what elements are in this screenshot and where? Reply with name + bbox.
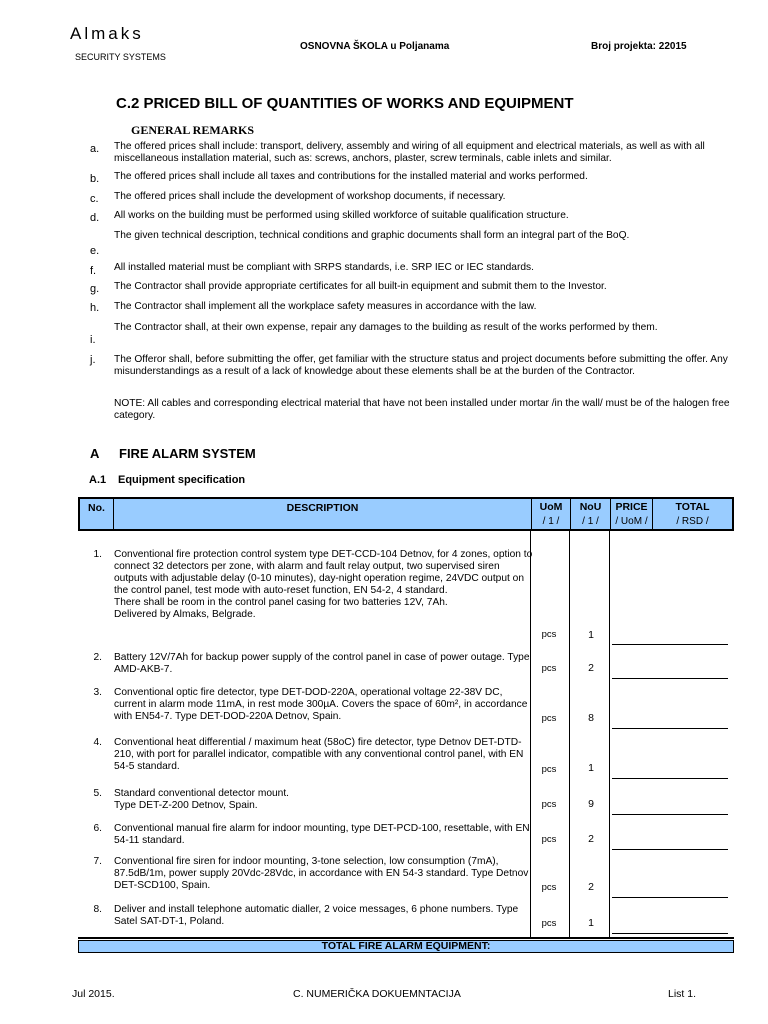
remark-letter: c. [90, 193, 99, 205]
remark-letter: f. [90, 265, 97, 277]
row-description: Standard conventional detector mount. Type DET-Z-200 Detnov, Spain. [114, 788, 289, 811]
row-description: Deliver and install telephone automatic dialler, 2 voice messages, 6 phone numbers. Type Satel SAT-DT-1, Poland. [114, 904, 519, 927]
header-nou-label: NoU [579, 501, 602, 513]
footer-section: C. NUMERIČKA DOKUEMNTACIJA [293, 988, 461, 1000]
footer-page: List 1. [668, 988, 697, 1000]
row-total-field[interactable] [612, 849, 728, 850]
remark-text: The Contractor shall provide appropriate certificates for all built-in equipment and submit them to the Investor. [114, 281, 607, 292]
row-description: Conventional optic fire detector, type DET-DOD-220A, operational voltage 22-38V DC, current in alarm mode 11mA, in rest mode 300µA. Covers the space of 60m², in accordance with EN54-7. Type DET-DOD-220A Detnov, Spain. [114, 687, 528, 722]
row-nou: 1 [588, 762, 594, 774]
row-nou: 8 [588, 712, 594, 724]
table-header [78, 497, 734, 531]
header-price-unit: / UoM / [615, 516, 648, 527]
total-divider [78, 937, 734, 939]
row-nou: 2 [588, 662, 594, 674]
header-price-label: PRICE [615, 501, 648, 513]
remark-text: The offered prices shall include all taxes and contributions for the installed material and works performed. [114, 171, 588, 182]
footer-date: Jul 2015. [72, 988, 115, 1000]
row-number: 4. [93, 737, 102, 748]
row-uom: pcs [541, 834, 557, 845]
header-description: DESCRIPTION [114, 499, 532, 529]
row-description: Conventional fire siren for indoor mounting, 3-tone selection, low consumption (7mA), 87.5dB/1m, power supply 20Vdc-28Vdc, in accordance with EN 54-3 standard. Type Detnov DET-SCD100, Spain. [114, 856, 529, 891]
subsection-label: A.1 [89, 474, 107, 486]
row-nou: 1 [588, 629, 594, 641]
column-divider [569, 531, 570, 937]
row-number: 1. [93, 549, 102, 560]
row-nou: 9 [588, 798, 594, 810]
row-number: 8. [93, 904, 102, 915]
remark-text: All works on the building must be performed using skilled workforce of suitable qualification structure. [114, 210, 569, 221]
header-no: No. [80, 499, 114, 529]
remark-text: The Contractor shall implement all the workplace safety measures in accordance with the law. [114, 301, 537, 312]
remark-text: The Contractor shall, at their own expense, repair any damages to the building as result of the works performed by them. [114, 322, 658, 333]
note-text: NOTE: All cables and corresponding electrical material that have not been installed under mortar /in the wall/ must be of the halogen free category. [114, 398, 730, 421]
row-uom: pcs [541, 713, 557, 724]
row-total-field[interactable] [612, 678, 728, 679]
row-total-field[interactable] [612, 778, 728, 779]
document-title: C.2 PRICED BILL OF QUANTITIES OF WORKS AND EQUIPMENT [116, 95, 574, 112]
row-uom: pcs [541, 918, 557, 929]
project-number: Broj projekta: 22015 [591, 41, 687, 52]
header-price [611, 499, 653, 529]
row-description: Battery 12V/7Ah for backup power supply of the control panel in case of power outage. Type AMD-AKB-7. [114, 652, 530, 675]
row-total-field[interactable] [612, 728, 728, 729]
row-total-field[interactable] [612, 644, 728, 645]
general-remarks-heading: GENERAL REMARKS [131, 123, 255, 137]
row-description: Conventional manual fire alarm for indoor mounting, type DET-PCD-100, resettable, with EN 54-11 standard. [114, 823, 530, 846]
row-number: 3. [93, 687, 102, 698]
header-uom-label: UoM [539, 501, 563, 513]
row-total-field[interactable] [612, 814, 728, 815]
row-total-field[interactable] [612, 933, 728, 934]
header-total-label: TOTAL [675, 501, 710, 513]
column-divider [609, 531, 610, 937]
row-number: 6. [93, 823, 102, 834]
row-uom: pcs [541, 629, 557, 640]
row-uom: pcs [541, 799, 557, 810]
remark-text: All installed material must be compliant with SRPS standards, i.e. SRP IEC or IEC standards. [114, 262, 534, 273]
row-nou: 2 [588, 833, 594, 845]
row-uom: pcs [541, 764, 557, 775]
row-nou: 2 [588, 881, 594, 893]
subsection-title: Equipment specification [118, 474, 246, 486]
remark-text: The offered prices shall include the development of workshop documents, if necessary. [114, 191, 506, 202]
remark-letter: a. [90, 143, 100, 155]
row-uom: pcs [541, 663, 557, 674]
total-row: TOTAL FIRE ALARM EQUIPMENT: [78, 940, 734, 953]
row-nou: 1 [588, 917, 594, 929]
header-total-unit: / RSD / [676, 516, 709, 527]
remark-text: The offered prices shall include: transport, delivery, assembly and wiring of all equipment and electrical materials, as well as with all miscellaneous installation material, such as: screws, anchors, plaster, screw terminals, cable inlets and similar. [114, 141, 705, 164]
header-total [653, 499, 732, 529]
remark-text: The given technical description, technical conditions and graphic documents shall form an integral part of the BoQ. [114, 230, 630, 241]
company-subtitle: SECURITY SYSTEMS [75, 52, 166, 62]
company-logo-text: Almaks [70, 24, 144, 43]
row-description: Conventional heat differential / maximum heat (58oC) fire detector, type Detnov DET-DTD-210, with port for parallel indicator, compatible with any conventional control panel, with EN 54-5 standard. [114, 737, 524, 772]
header-uom-unit: / 1 / [542, 516, 560, 527]
row-description: Conventional fire protection control system type DET-CCD-104 Detnov, for 4 zones, option to connect 32 detectors per zone, with alarm and fault relay output, two supervised siren outputs with adjustable delay (0-10 minutes), day-night operation regime, 24VDC output on the control panel, test mode with auto-reset function, EN 54-2, 4 standard. There shall be room in the control panel casing for two batteries 12V, 7Ah. Delivered by Almaks, Belgrade. [114, 549, 533, 620]
row-total-field[interactable] [612, 897, 728, 898]
remark-letter: i. [90, 334, 96, 346]
header-uom [532, 499, 571, 529]
row-uom: pcs [541, 882, 557, 893]
remark-text: The Offeror shall, before submitting the offer, get familiar with the structure status and project documents before submitting the offer. Any misunderstandings as a result of a lack of knowledge about these elements shall be at the burden of the Contractor. [114, 354, 728, 377]
remark-letter: j. [90, 354, 96, 366]
section-label: A [90, 446, 100, 461]
school-name: OSNOVNA ŠKOLA u Poljanama [300, 41, 450, 52]
section-title: FIRE ALARM SYSTEM [119, 446, 256, 461]
header-nou-unit: / 1 / [582, 516, 599, 527]
remark-letter: e. [90, 245, 100, 257]
remark-letter: h. [90, 302, 100, 314]
row-number: 7. [93, 856, 102, 867]
header-nou [571, 499, 611, 529]
row-number: 2. [93, 652, 102, 663]
row-number: 5. [93, 788, 102, 799]
remark-letter: b. [90, 173, 100, 185]
remark-letter: g. [90, 283, 100, 295]
remark-letter: d. [90, 212, 100, 224]
